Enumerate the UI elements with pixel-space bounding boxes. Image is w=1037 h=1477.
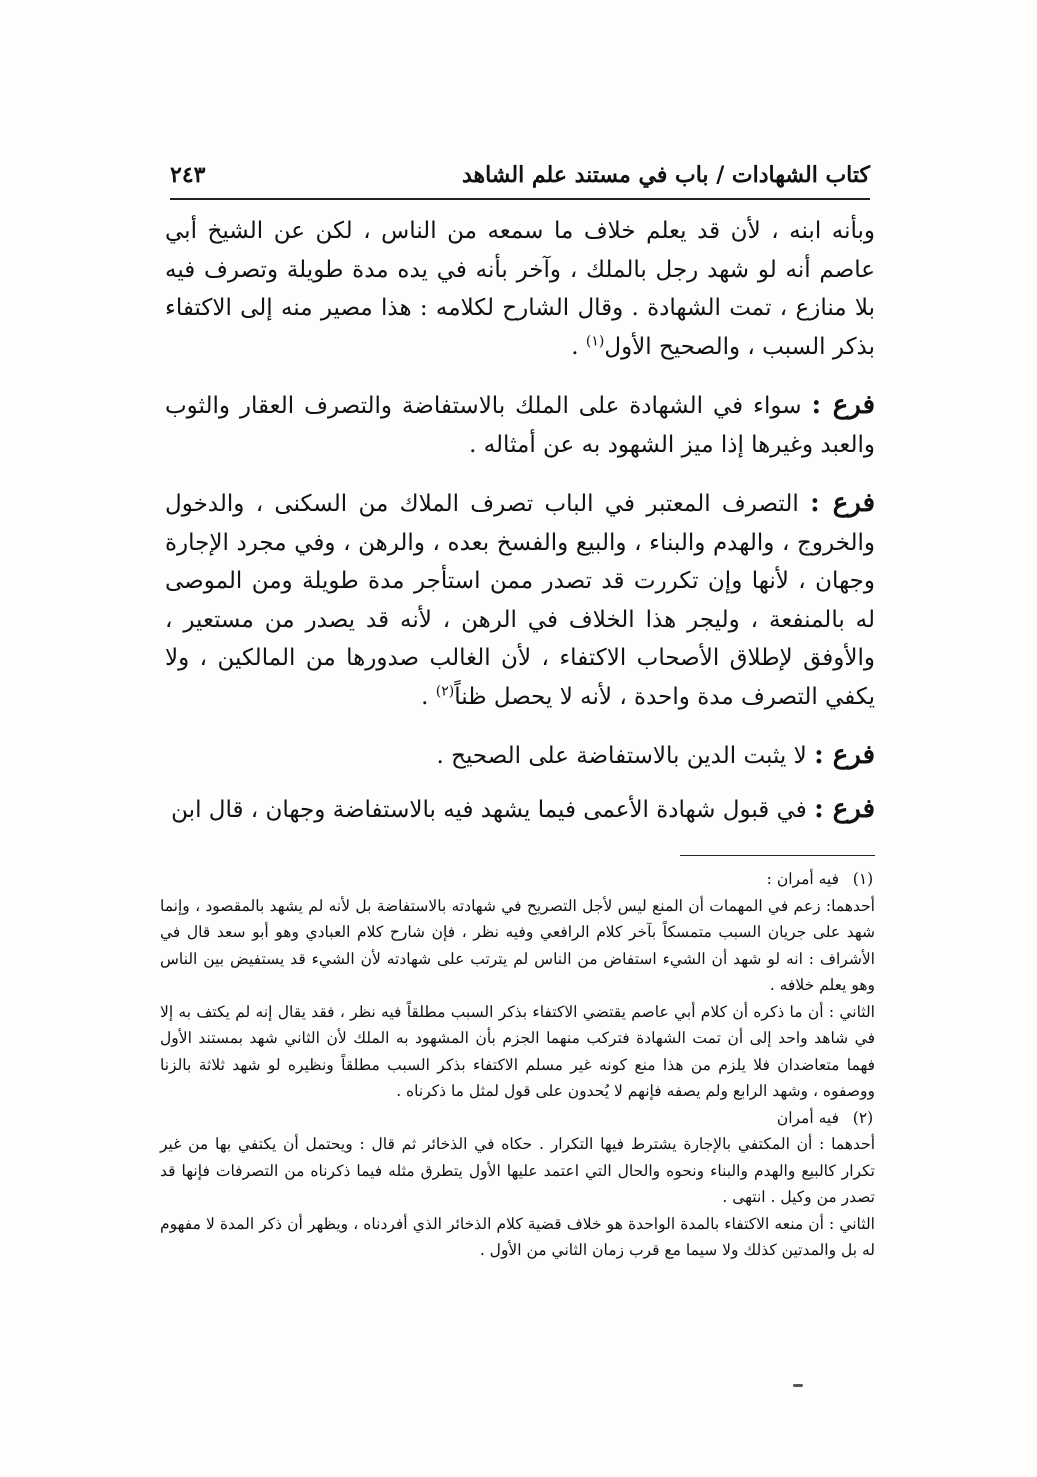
header-rule: [170, 198, 870, 200]
paragraph-4-text: لا يثبت الدين بالاستفاضة على الصحيح .: [436, 743, 815, 769]
footnote-2-second: الثاني : أن منعه الاكتفاء بالمدة الواحدة هو خلاف قضية كلام الذخائر الذي أفردناه ، ويظهر أن ذكر المدة لا مفهوم له بل والمدتين كذلك ولا سيما مع قرب زمان الثاني من الأول .: [160, 1214, 875, 1259]
far-label: فرع :: [814, 793, 875, 824]
paragraph-3-text: التصرف المعتبر في الباب تصرف الملاك من السكنى ، والدخول والخروج ، والهدم والبناء ، والبيع والفسخ بعده ، والرهن ، وفي مجرد الإجارة وجهان ، لأنها وإن تكررت قد تصدر ممن استأجر مدة طويلة ومن الموصى له بالمنفعة ، وليجر هذا الخلاف في الرهن ، لأنه قد يصدر من مستعير ، والأوفق لإطلاق الأصحاب الاكتفاء ، لأن الغالب صدورها من المالكين ، ولا يكفي التصرف مدة واحدة ، لأنه لا يحصل ظناً: [165, 491, 875, 710]
footnote-rule: [680, 855, 875, 856]
paragraph-1: [165, 212, 875, 366]
paragraph-3-end: .: [421, 683, 436, 710]
main-text: [165, 212, 875, 849]
footnote-2-head: [160, 1105, 875, 1132]
paragraph-2-text: سواء في الشهادة على الملك بالاستفاضة والتصرف العقار والثوب والعبد وغيرها إذا ميز الشهود به عن أمثاله .: [165, 393, 875, 458]
paragraph-2: [165, 386, 875, 464]
scan-speck: [793, 1384, 803, 1387]
paragraph-5: [165, 790, 875, 830]
footnote-1-heading: فيه أمران :: [766, 870, 839, 888]
paragraph-1-text: وبأنه ابنه ، لأن قد يعلم خلاف ما سمعه من الناس ، لكن عن الشيخ أبي عاصم أنه لو شهد رجل بالملك ، وآخر بأنه في يده مدة طويلة وتصرف فيه بلا منازع ، تمت الشهادة . وقال الشارح لكلامه : هذا مصير منه إلى الاكتفاء بذكر السبب ، والصحيح الأول: [165, 218, 875, 360]
footnote-ref-2: (٢): [435, 682, 455, 699]
far-label: فرع :: [810, 488, 875, 518]
footnote-1-head: [160, 866, 875, 893]
footnote-2-heading: فيه أمران: [776, 1108, 839, 1127]
footnote-2-first: أحدهما : أن المكتفي بالإجارة يشترط فيها التكرار . حكاه في الذخائر ثم قال : ويحتمل أن يكتفي بها من غير تكرار كالبيع والهدم والبناء ونحوه والحال التي اعتمد عليها الأول يتطرق مثله فيما ذكرناه من التصرفات فإنها قد تصدر من وكيل . انتهى .: [160, 1135, 875, 1206]
far-label: فرع :: [811, 390, 876, 420]
footnote-1-number: (١): [852, 870, 874, 888]
footnote-2-number: (٢): [852, 1108, 874, 1127]
far-label: فرع :: [814, 740, 875, 770]
footnotes: [160, 866, 875, 1264]
footnote-ref-1: (١): [585, 332, 605, 349]
paragraph-4: [165, 736, 875, 776]
paragraph-5-text: في قبول شهادة الأعمى فيما يشهد فيه بالاستفاضة وجهان ، قال ابن: [171, 796, 815, 823]
footnote-1-second: الثاني : أن ما ذكره أن كلام أبي عاصم يقتضي الاكتفاء بذكر السبب مطلقاً فيه نظر ، فقد يقال إنه لم يكتف به إلا في شاهد واحد إلى أن تمت الشهادة فتركب منهما الجزم بأن المشهود به الملك لأن الثاني شهد بمستند الأول فهما متعاضدان فلا يلزم من هذا منع كونه غير مسلم الاكتفاء بذكر السبب مطلقاً ونظيره لو شهد ثلاثة بالزنا ووصفوه ، وشهد الرابع ولم يصفه فإنهم لا يُحدون على قول لمثل ما ذكرناه .: [160, 1002, 875, 1100]
chapter-title: كتاب الشهادات / باب في مستند علم الشاهد: [461, 162, 870, 188]
paragraph-3: [165, 484, 875, 716]
paragraph-1-end: .: [571, 333, 586, 360]
footnote-1-first: أحدهما: زعم في المهمات أن المنع ليس لأجل التصريح في شهادته بالاستفاضة بل لأنه لم يشهد بالمقصود ، وإنما شهد على جريان السبب متمسكاً بآخر كلام الرافعي وفيه نظر ، فإن شارح كلام العبادي وهو أبو سعد قال في الأشراف : انه لو شهد أن الشيء استفاض من الناس لم يترتب على شهادته لأن الشيء قد يستفيض بين الناس وهو يعلم خلافه .: [160, 896, 875, 994]
page-number: ٢٤٣: [170, 162, 206, 188]
running-header: [170, 158, 870, 192]
